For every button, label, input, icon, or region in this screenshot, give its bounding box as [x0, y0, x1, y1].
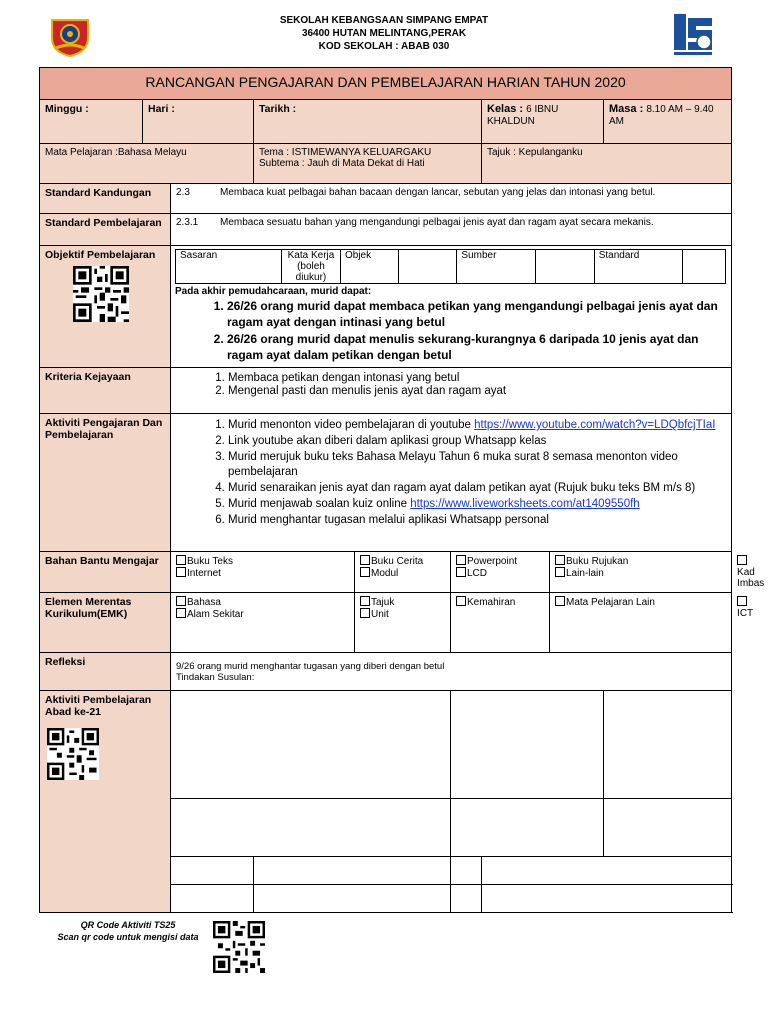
- form-title: RANCANGAN PENGAJARAN DAN PEMBELAJARAN HARIAN TAHUN 2020: [40, 68, 732, 100]
- school-name: SEKOLAH KEBANGSAAN SIMPANG EMPAT: [279, 15, 489, 26]
- minggu-field[interactable]: Minggu :: [40, 100, 143, 144]
- emk-option-label: Tajuk: [371, 597, 395, 608]
- abad21-cell[interactable]: [171, 691, 451, 799]
- bbm-option[interactable]: [555, 567, 726, 579]
- abad21-label-cell: [40, 691, 171, 913]
- school-code: KOD SEKOLAH : ABAB 030: [318, 41, 450, 52]
- kelas-value: 6 IBNU KHALDUN: [487, 104, 559, 127]
- objektif-list: [175, 298, 726, 363]
- bbm-col-2: [355, 552, 451, 593]
- tarikh-field[interactable]: Tarikh :: [254, 100, 482, 144]
- checkbox[interactable]: [737, 596, 747, 606]
- abad21-cell[interactable]: [171, 799, 451, 857]
- checkbox[interactable]: [176, 596, 186, 606]
- bbm-option-label: Kad Imbas: [737, 567, 765, 589]
- standard-kandungan-label: Standard Kandungan: [40, 184, 171, 214]
- abad21-cell[interactable]: [451, 691, 604, 799]
- aktiviti-content: [171, 414, 732, 552]
- col-objek: Objek: [340, 250, 398, 284]
- qr-code-icon: [47, 728, 99, 780]
- checkbox[interactable]: [456, 596, 466, 606]
- school-header: [0, 14, 768, 53]
- abad21-cell[interactable]: [451, 885, 482, 913]
- bbm-option-label: Modul: [371, 568, 399, 579]
- emk-col-3: [451, 593, 550, 653]
- kelas-label: Kelas :: [487, 103, 524, 115]
- standard-kandungan-code: 2.3: [176, 187, 190, 198]
- refleksi-line-2: Tindakan Susulan:: [176, 672, 255, 683]
- bbm-option-label: Internet: [187, 568, 221, 579]
- abad21-cell[interactable]: [254, 857, 451, 885]
- standard-pembelajaran-text: Membaca sesuatu bahan yang mengandungi pelbagai jenis ayat dan ragam ayat secara mekanis.: [220, 217, 654, 228]
- kriteria-item: 2. Mengenal pasti dan menulis jenis ayat dan ragam ayat: [228, 385, 726, 397]
- emk-col-1: [171, 593, 355, 653]
- checkbox[interactable]: [456, 555, 466, 565]
- bbm-col-4: [550, 552, 732, 593]
- youtube-link[interactable]: https://www.youtube.com/watch?v=LDQbfcjTIaI: [474, 419, 716, 431]
- refleksi-line-1: 9/26 orang murid menghantar tugasan yang diberi dengan betul: [176, 661, 445, 672]
- checkbox[interactable]: [456, 567, 466, 577]
- checkbox[interactable]: [737, 555, 747, 565]
- masa-value: 8.10 AM – 9.40 AM: [609, 104, 714, 127]
- objektif-label-cell: [40, 246, 171, 368]
- footer-line-1: QR Code Aktiviti TS25: [80, 920, 176, 930]
- emk-label: Elemen Merentas Kurikulum(EMK): [40, 593, 171, 653]
- abad21-cell[interactable]: [451, 799, 604, 857]
- col-spacer-1: [399, 250, 457, 284]
- emk-option[interactable]: [360, 596, 445, 608]
- standard-kandungan: [171, 184, 732, 214]
- objektif-label: Objektif Pembelajaran: [45, 249, 156, 261]
- checkbox[interactable]: [360, 555, 370, 565]
- bbm-option[interactable]: [360, 567, 445, 579]
- bbm-option-label: Buku Cerita: [371, 556, 424, 567]
- footer-note: [48, 919, 208, 943]
- checkbox[interactable]: [360, 608, 370, 618]
- refleksi-content[interactable]: [171, 653, 732, 691]
- tema-block: [254, 144, 482, 184]
- bbm-option[interactable]: [176, 555, 349, 567]
- abad21-label: Aktiviti Pembelajaran Abad ke-21: [45, 694, 152, 718]
- objektif-content: [171, 246, 732, 368]
- emk-option[interactable]: [176, 608, 349, 620]
- school-address: 36400 HUTAN MELINTANG,PERAK: [301, 28, 467, 39]
- subtema: Subtema : Jauh di Mata Dekat di Hati: [259, 158, 425, 169]
- checkbox[interactable]: [176, 555, 186, 565]
- checkbox[interactable]: [360, 596, 370, 606]
- emk-col-2: [355, 593, 451, 653]
- aktiviti-item-2: 2. Link youtube akan diberi dalam aplikasi group Whatsapp kelas: [228, 434, 726, 449]
- aktiviti-label: Aktiviti Pengajaran Dan Pembelajaran: [40, 414, 171, 552]
- aktiviti-list: [176, 418, 726, 528]
- objektif-intro: Pada akhir pemudahcaraan, murid dapat:: [175, 286, 372, 297]
- kelas-field[interactable]: [482, 100, 604, 144]
- abad21-cell[interactable]: [254, 885, 451, 913]
- kriteria-label: Kriteria Kejayaan: [40, 368, 171, 414]
- emk-option-label: Unit: [371, 609, 389, 620]
- col-sasaran: Sasaran: [176, 250, 282, 284]
- qr-code-icon: [73, 266, 129, 322]
- bbm-option[interactable]: [555, 555, 726, 567]
- abad21-cell[interactable]: [482, 857, 732, 885]
- liveworksheets-link[interactable]: https://www.liveworksheets.com/at1409550fh: [410, 498, 640, 510]
- col-spacer-3: [682, 250, 725, 284]
- objektif-header-table: [175, 249, 726, 284]
- qr-code-icon[interactable]: [213, 921, 265, 973]
- bbm-option[interactable]: [176, 567, 349, 579]
- emk-option[interactable]: [176, 596, 349, 608]
- masa-field[interactable]: [604, 100, 732, 144]
- aktiviti-1-text: Murid menonton video pembelajaran di youtube: [228, 419, 471, 431]
- bbm-option-label: Buku Teks: [187, 556, 233, 567]
- aktiviti-5-text: Murid menjawab soalan kuiz online: [228, 498, 407, 510]
- bbm-label: Bahan Bantu Mengajar: [40, 552, 171, 593]
- checkbox[interactable]: [176, 567, 186, 577]
- emk-option-label: Kemahiran: [467, 597, 516, 608]
- standard-pembelajaran: [171, 214, 732, 246]
- checkbox[interactable]: [555, 555, 565, 565]
- emk-option-label: Mata Pelajaran Lain: [566, 597, 655, 608]
- bbm-option[interactable]: [360, 555, 445, 567]
- emk-col-4: [550, 593, 732, 653]
- tema: Tema : ISTIMEWANYA KELUARGAKU: [259, 147, 432, 158]
- bbm-col-1: [171, 552, 355, 593]
- abad21-cell[interactable]: [604, 799, 732, 857]
- lesson-plan-table: [39, 67, 765, 913]
- abad21-cell[interactable]: [171, 857, 254, 885]
- aktiviti-item-4: 4. Murid senaraikan jenis ayat dan ragam ayat dalam petikan ayat (Rujuk buku teks BM m/s 8): [228, 481, 726, 496]
- abad21-cell[interactable]: [171, 885, 254, 913]
- checkbox[interactable]: [555, 596, 565, 606]
- bbm-option-label: Lain-lain: [566, 568, 604, 579]
- bbm-col-3: [451, 552, 550, 593]
- aktiviti-item-5: [228, 497, 726, 512]
- standard-pembelajaran-code: 2.3.1: [176, 217, 199, 228]
- footer-line-2: Scan qr code untuk mengisi data: [57, 932, 199, 942]
- emk-option[interactable]: [456, 596, 544, 608]
- objektif-item: 1. 26/26 orang murid dapat membaca petikan yang mengandungi pelbagai jenis ayat dan ragam ayat dengan intinasi yang betul: [227, 298, 726, 330]
- checkbox[interactable]: [360, 567, 370, 577]
- bbm-option-label: Powerpoint: [467, 556, 518, 567]
- standard-kandungan-text: Membaca kuat pelbagai bahan bacaan dengan lancar, sebutan yang jelas dan intonasi yang betul.: [220, 187, 656, 198]
- bbm-option[interactable]: [456, 567, 544, 579]
- emk-option-label: Alam Sekitar: [187, 609, 244, 620]
- kriteria-content: [171, 368, 732, 414]
- kriteria-list: [176, 372, 726, 397]
- standard-pembelajaran-label: Standard Pembelajaran: [40, 214, 171, 246]
- hari-field[interactable]: Hari :: [143, 100, 254, 144]
- tajuk: Tajuk : Kepulanganku: [482, 144, 732, 184]
- bbm-option[interactable]: [456, 555, 544, 567]
- bbm-option-label: Buku Rujukan: [566, 556, 629, 567]
- aktiviti-item-1: [228, 418, 726, 433]
- col-standard: Standard: [594, 250, 682, 284]
- objektif-item: 2. 26/26 orang murid dapat menulis sekurang-kurangnya 6 daripada 10 jenis ayat dan ragam ayat dalam petikan dengan betul: [227, 331, 726, 363]
- refleksi-label: Refleksi: [40, 653, 171, 691]
- checkbox[interactable]: [176, 608, 186, 618]
- aktiviti-item-6: 6. Murid menghantar tugasan melalui aplikasi Whatsapp personal: [228, 513, 726, 528]
- kriteria-item: 1. Membaca petikan dengan intonasi yang betul: [228, 372, 726, 384]
- mata-pelajaran: Mata Pelajaran :Bahasa Melayu: [40, 144, 254, 184]
- emk-option-label: ICT: [737, 608, 754, 619]
- col-kata-kerja: Kata Kerja (boleh diukur): [281, 250, 340, 284]
- bbm-option-label: LCD: [467, 568, 488, 579]
- aktiviti-item-3: 3. Murid merujuk buku teks Bahasa Melayu Tahun 6 muka surat 8 semasa menonton video pembelajaran: [228, 450, 726, 480]
- checkbox[interactable]: [555, 567, 565, 577]
- emk-option[interactable]: [360, 608, 445, 620]
- emk-option-label: Bahasa: [187, 597, 221, 608]
- col-sumber: Sumber: [457, 250, 536, 284]
- abad21-cell[interactable]: [482, 885, 732, 913]
- masa-label: Masa :: [609, 103, 644, 115]
- col-spacer-2: [536, 250, 594, 284]
- emk-option[interactable]: [555, 596, 726, 608]
- abad21-cell[interactable]: [451, 857, 482, 885]
- abad21-cell[interactable]: [604, 691, 732, 799]
